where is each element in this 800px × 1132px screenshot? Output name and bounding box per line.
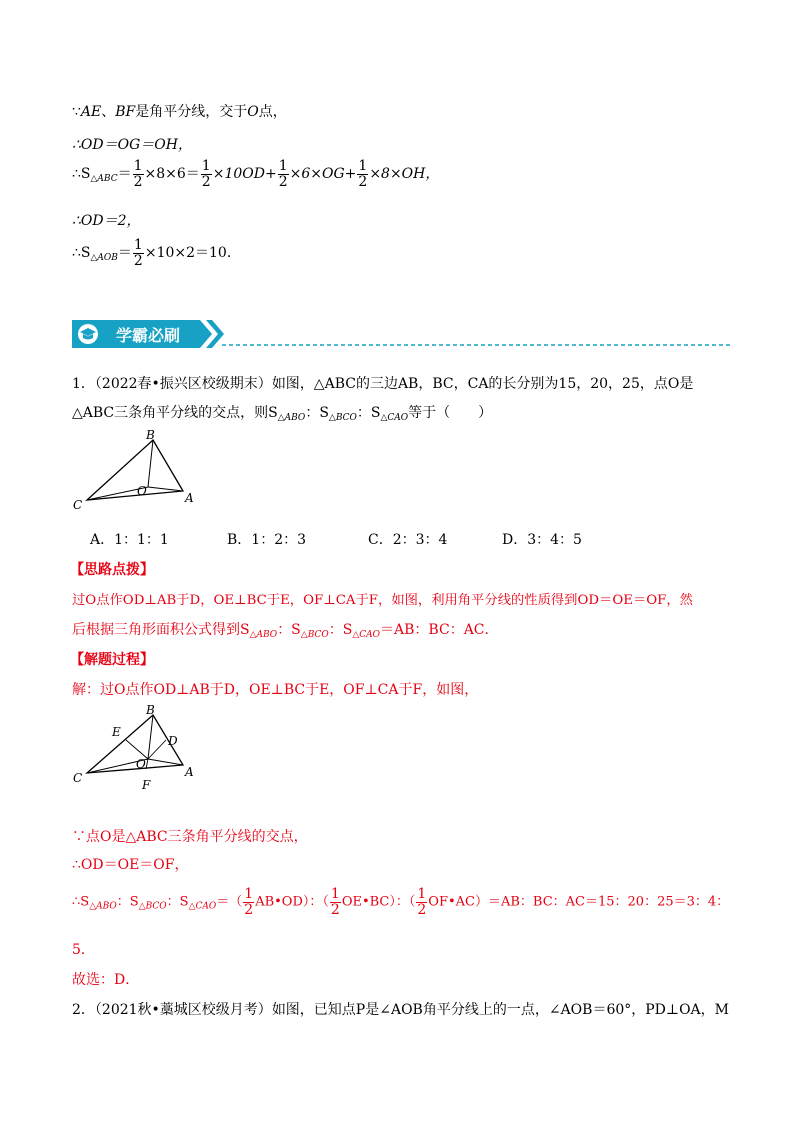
intro-line-3: $\therefore S_{\triangle ABC}=$ $\frac{1}{2}$ ×8×6＝ $\frac{1}{2}$ ×10OD+ $\frac{1}{2}$ ×6×OG+ $\frac{1}{2}$ ×8×OH，	[72, 158, 440, 190]
fraction: $\frac{1}{2}$	[133, 158, 143, 190]
label-c: C	[73, 771, 83, 785]
label-c: C	[73, 498, 83, 512]
fraction: $\frac{1}{2}$	[133, 237, 143, 269]
solution-line-5: 5．	[72, 942, 95, 958]
solution-line-2: ∵点O是△ABC三条角平分线的交点，	[72, 829, 308, 845]
label-b: B	[146, 428, 155, 442]
label-f: F	[142, 778, 151, 792]
intro-line-1: ∵AE、BF是角平分线，交于O点，	[72, 104, 287, 120]
solution-line-6: 故选：D．	[72, 972, 140, 988]
label-o: O	[137, 484, 147, 498]
fraction: $\frac{1}{2}$	[330, 886, 340, 918]
fraction: $\frac{1}{2}$	[417, 886, 427, 918]
intro-line-4: ∴OD＝2，	[72, 213, 141, 229]
q1-line-1: 1．（2022春•振兴区校级期末）如图，△ABC的三边AB，BC，CA的长分别为15，20，25，点O是	[72, 376, 694, 392]
q1-line-2: △ABC三条角平分线的交点，则$S_{\triangle ABO}$：$S_{\triangle BCO}$：$S_{\triangle CAO}$等于（ ）	[72, 405, 493, 423]
q2-line-1: 2．（2021秋•藁城区校级月考）如图，已知点P是∠AOB角平分线上的一点，∠AOB＝60°，PD⊥OA，M	[72, 1002, 729, 1018]
hint-line-2: 后根据三角形面积公式得到$S_{\triangle ABO}$：$S_{\triangle BCO}$：$S_{\triangle CAO}=AB$：BC：AC．	[72, 622, 499, 640]
option-b[interactable]: B．1：2：3	[227, 532, 307, 548]
option-d[interactable]: D．3：4：5	[502, 532, 582, 548]
triangle-figure-1	[70, 425, 200, 515]
fraction: $\frac{1}{2}$	[278, 158, 288, 190]
solution-line-4: $\therefore S_{\triangle ABO}$：$S_{\triangle BCO}$：$S_{\triangle CAO}=$（ $\frac{1}{2}$ AB•OD）：（ $\frac{1}{2}$ OE•BC）：（ $\frac{1}{2}$ OF•AC）＝AB：BC：AC＝15：20：25＝3：4：	[72, 886, 730, 918]
intro-line-5: $\therefore S_{\triangle AOB}=$ $\frac{1}{2}$ ×10×2＝10．	[72, 237, 241, 269]
section-header	[72, 318, 732, 350]
intro-line-2: ∴OD＝OG＝OH，	[72, 137, 192, 153]
label-a: A	[185, 491, 194, 505]
solution-line-1: 解：过O点作OD⊥AB于D，OE⊥BC于E，OF⊥CA于F，如图，	[72, 682, 479, 698]
label-a: A	[185, 765, 194, 779]
solution-title: 【解题过程】	[70, 652, 154, 668]
section-title: 学霸必刷	[116, 326, 181, 345]
fraction: $\frac{1}{2}$	[358, 158, 368, 190]
hint-line-1: 过O点作OD⊥AB于D，OE⊥BC于E，OF⊥CA于F，如图，利用角平分线的性质得到OD＝OE＝OF，然	[72, 593, 693, 608]
label-o: O	[136, 757, 146, 771]
hint-title: 【思路点拨】	[70, 562, 154, 578]
label-e: E	[112, 725, 121, 739]
graduation-cap-icon	[78, 324, 98, 344]
fraction: $\frac{1}{2}$	[201, 158, 211, 190]
option-c[interactable]: C．2：3：4	[368, 532, 448, 548]
fraction: $\frac{1}{2}$	[244, 886, 254, 918]
label-b: B	[146, 703, 155, 717]
triangle-figure-2	[70, 703, 200, 795]
option-a[interactable]: A．1：1：1	[90, 532, 169, 548]
label-d: D	[168, 734, 178, 748]
solution-line-3: ∴OD＝OE＝OF，	[72, 857, 189, 873]
